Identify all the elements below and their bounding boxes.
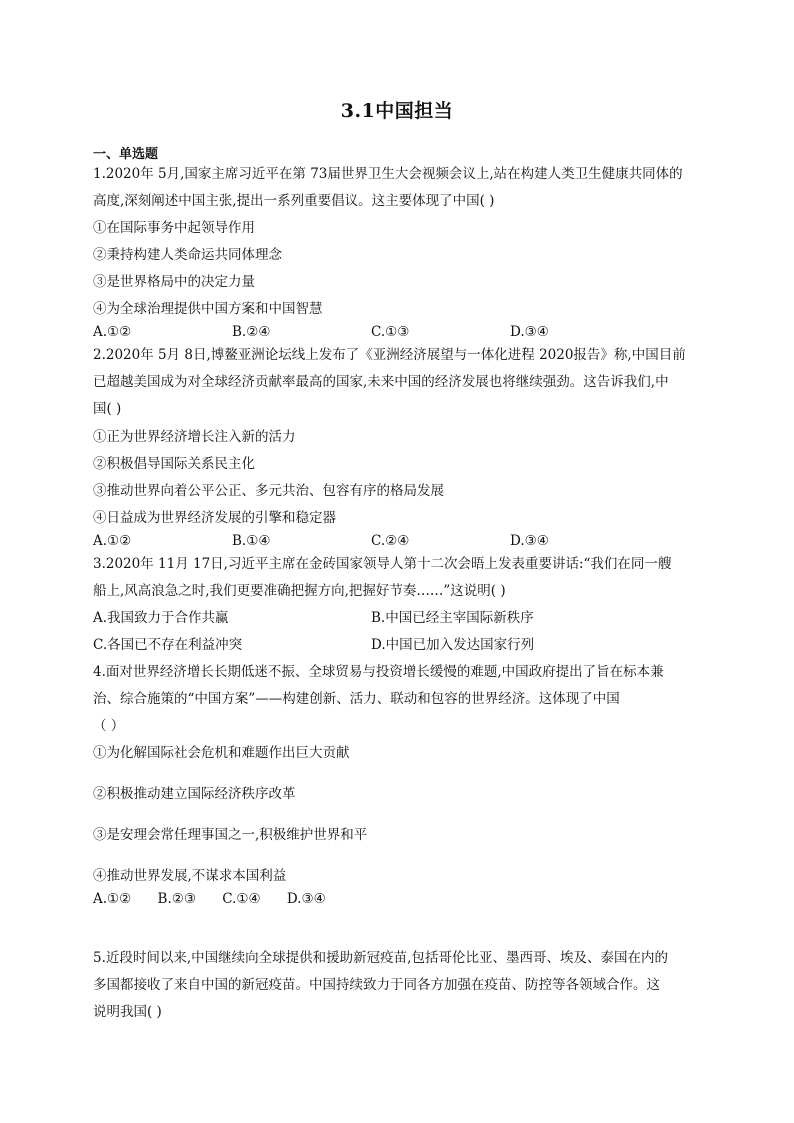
q4-stem-line-3: （ ） (93, 718, 125, 734)
section-heading: 一、单选题 (93, 147, 159, 162)
q4-option-b[interactable]: B.②③ (157, 891, 196, 907)
q4-option-a[interactable]: A.①② (93, 891, 132, 907)
q2-stem-line-3: 国( ) (93, 401, 122, 417)
q1-stem-line-1: 1.2020年 5月,国家主席习近平在第 73届世界卫生大会视频会议上,站在构建人类卫生健康共同体的 (93, 166, 683, 182)
q1-item-4: ④为全球治理提供中国方案和中国智慧 (93, 301, 323, 317)
q2-option-c[interactable]: C.②④ (371, 533, 410, 549)
q1-item-1: ①在国际事务中起领导作用 (93, 220, 255, 236)
q4-item-4: ④推动世界发展,不谋求本国利益 (93, 868, 287, 884)
q1-stem-line-2: 高度,深刻阐述中国主张,提出一系列重要倡议。这主要体现了中国( ) (93, 193, 495, 209)
q4-options (93, 891, 348, 907)
q3-option-a[interactable]: A.我国致力于合作共赢 (93, 610, 229, 626)
q4-option-c[interactable]: C.①④ (222, 891, 261, 907)
q1-option-c[interactable]: C.①③ (371, 324, 410, 340)
q4-option-d[interactable]: D.③④ (286, 891, 326, 907)
q1-item-3: ③是世界格局中的决定力量 (93, 274, 255, 290)
q2-item-2: ②积极倡导国际关系民主化 (93, 456, 255, 472)
q4-stem-line-2: 治、综合施策的“中国方案”——构建创新、活力、联动和包容的世界经济。这体现了中国 (93, 691, 620, 707)
q4-item-2: ②积极推动建立国际经济秩序改革 (93, 786, 296, 802)
q4-stem-line-1: 4.面对世界经济增长长期低迷不振、全球贸易与投资增长缓慢的难题,中国政府提出了旨在标本兼 (93, 664, 664, 680)
q3-stem-line-1: 3.2020年 11月 17日,习近平主席在金砖国家领导人第十二次会晤上发表重要讲话:“我们在同一艘 (93, 556, 672, 572)
q2-option-a[interactable]: A.①② (93, 533, 132, 549)
q4-item-3: ③是安理会常任理事国之一,积极维护世界和平 (93, 827, 368, 843)
page-title: 3.1中国担当 (340, 100, 454, 122)
q5-stem-line-1: 5.近段时间以来,中国继续向全球提供和援助新冠疫苗,包括哥伦比亚、墨西哥、埃及、泰国在内的 (93, 950, 668, 966)
q3-option-c[interactable]: C.各国已不存在利益冲突 (93, 637, 243, 653)
q3-stem-line-2: 船上,风高浪急之时,我们更要准确把握方向,把握好节奏……”这说明( ) (93, 583, 506, 599)
q5-stem-line-3: 说明我国( ) (93, 1004, 162, 1020)
q2-stem-line-2: 已超越美国成为对全球经济贡献率最高的国家,未来中国的经济发展也将继续强劲。这告诉我们,中 (93, 374, 669, 390)
q3-option-b[interactable]: B.中国已经主宰国际新秩序 (371, 610, 534, 626)
q5-stem-line-2: 多国都接收了来自中国的新冠疫苗。中国持续致力于同各方加强在疫苗、防控等各领域合作。这 (93, 977, 660, 993)
q2-option-b[interactable]: B.①④ (232, 533, 271, 549)
q1-option-d[interactable]: D.③④ (510, 324, 549, 340)
q2-item-3: ③推动世界向着公平公正、多元共治、包容有序的格局发展 (93, 483, 444, 499)
q2-item-4: ④日益成为世界经济发展的引擎和稳定器 (93, 510, 336, 526)
q1-item-2: ②秉持构建人类命运共同体理念 (93, 247, 282, 263)
q2-stem-line-1: 2.2020年 5月 8日,博鳌亚洲论坛线上发布了《亚洲经济展望与一体化进程 2020报告》称,中国目前 (93, 347, 686, 363)
q1-option-b[interactable]: B.②④ (232, 324, 271, 340)
q2-item-1: ①正为世界经济增长注入新的活力 (93, 429, 296, 445)
q4-item-1: ①为化解国际社会危机和难题作出巨大贡献 (93, 745, 350, 761)
q3-option-d[interactable]: D.中国已加入发达国家行列 (371, 637, 535, 653)
q2-option-d[interactable]: D.③④ (510, 533, 549, 549)
q1-option-a[interactable]: A.①② (93, 324, 132, 340)
